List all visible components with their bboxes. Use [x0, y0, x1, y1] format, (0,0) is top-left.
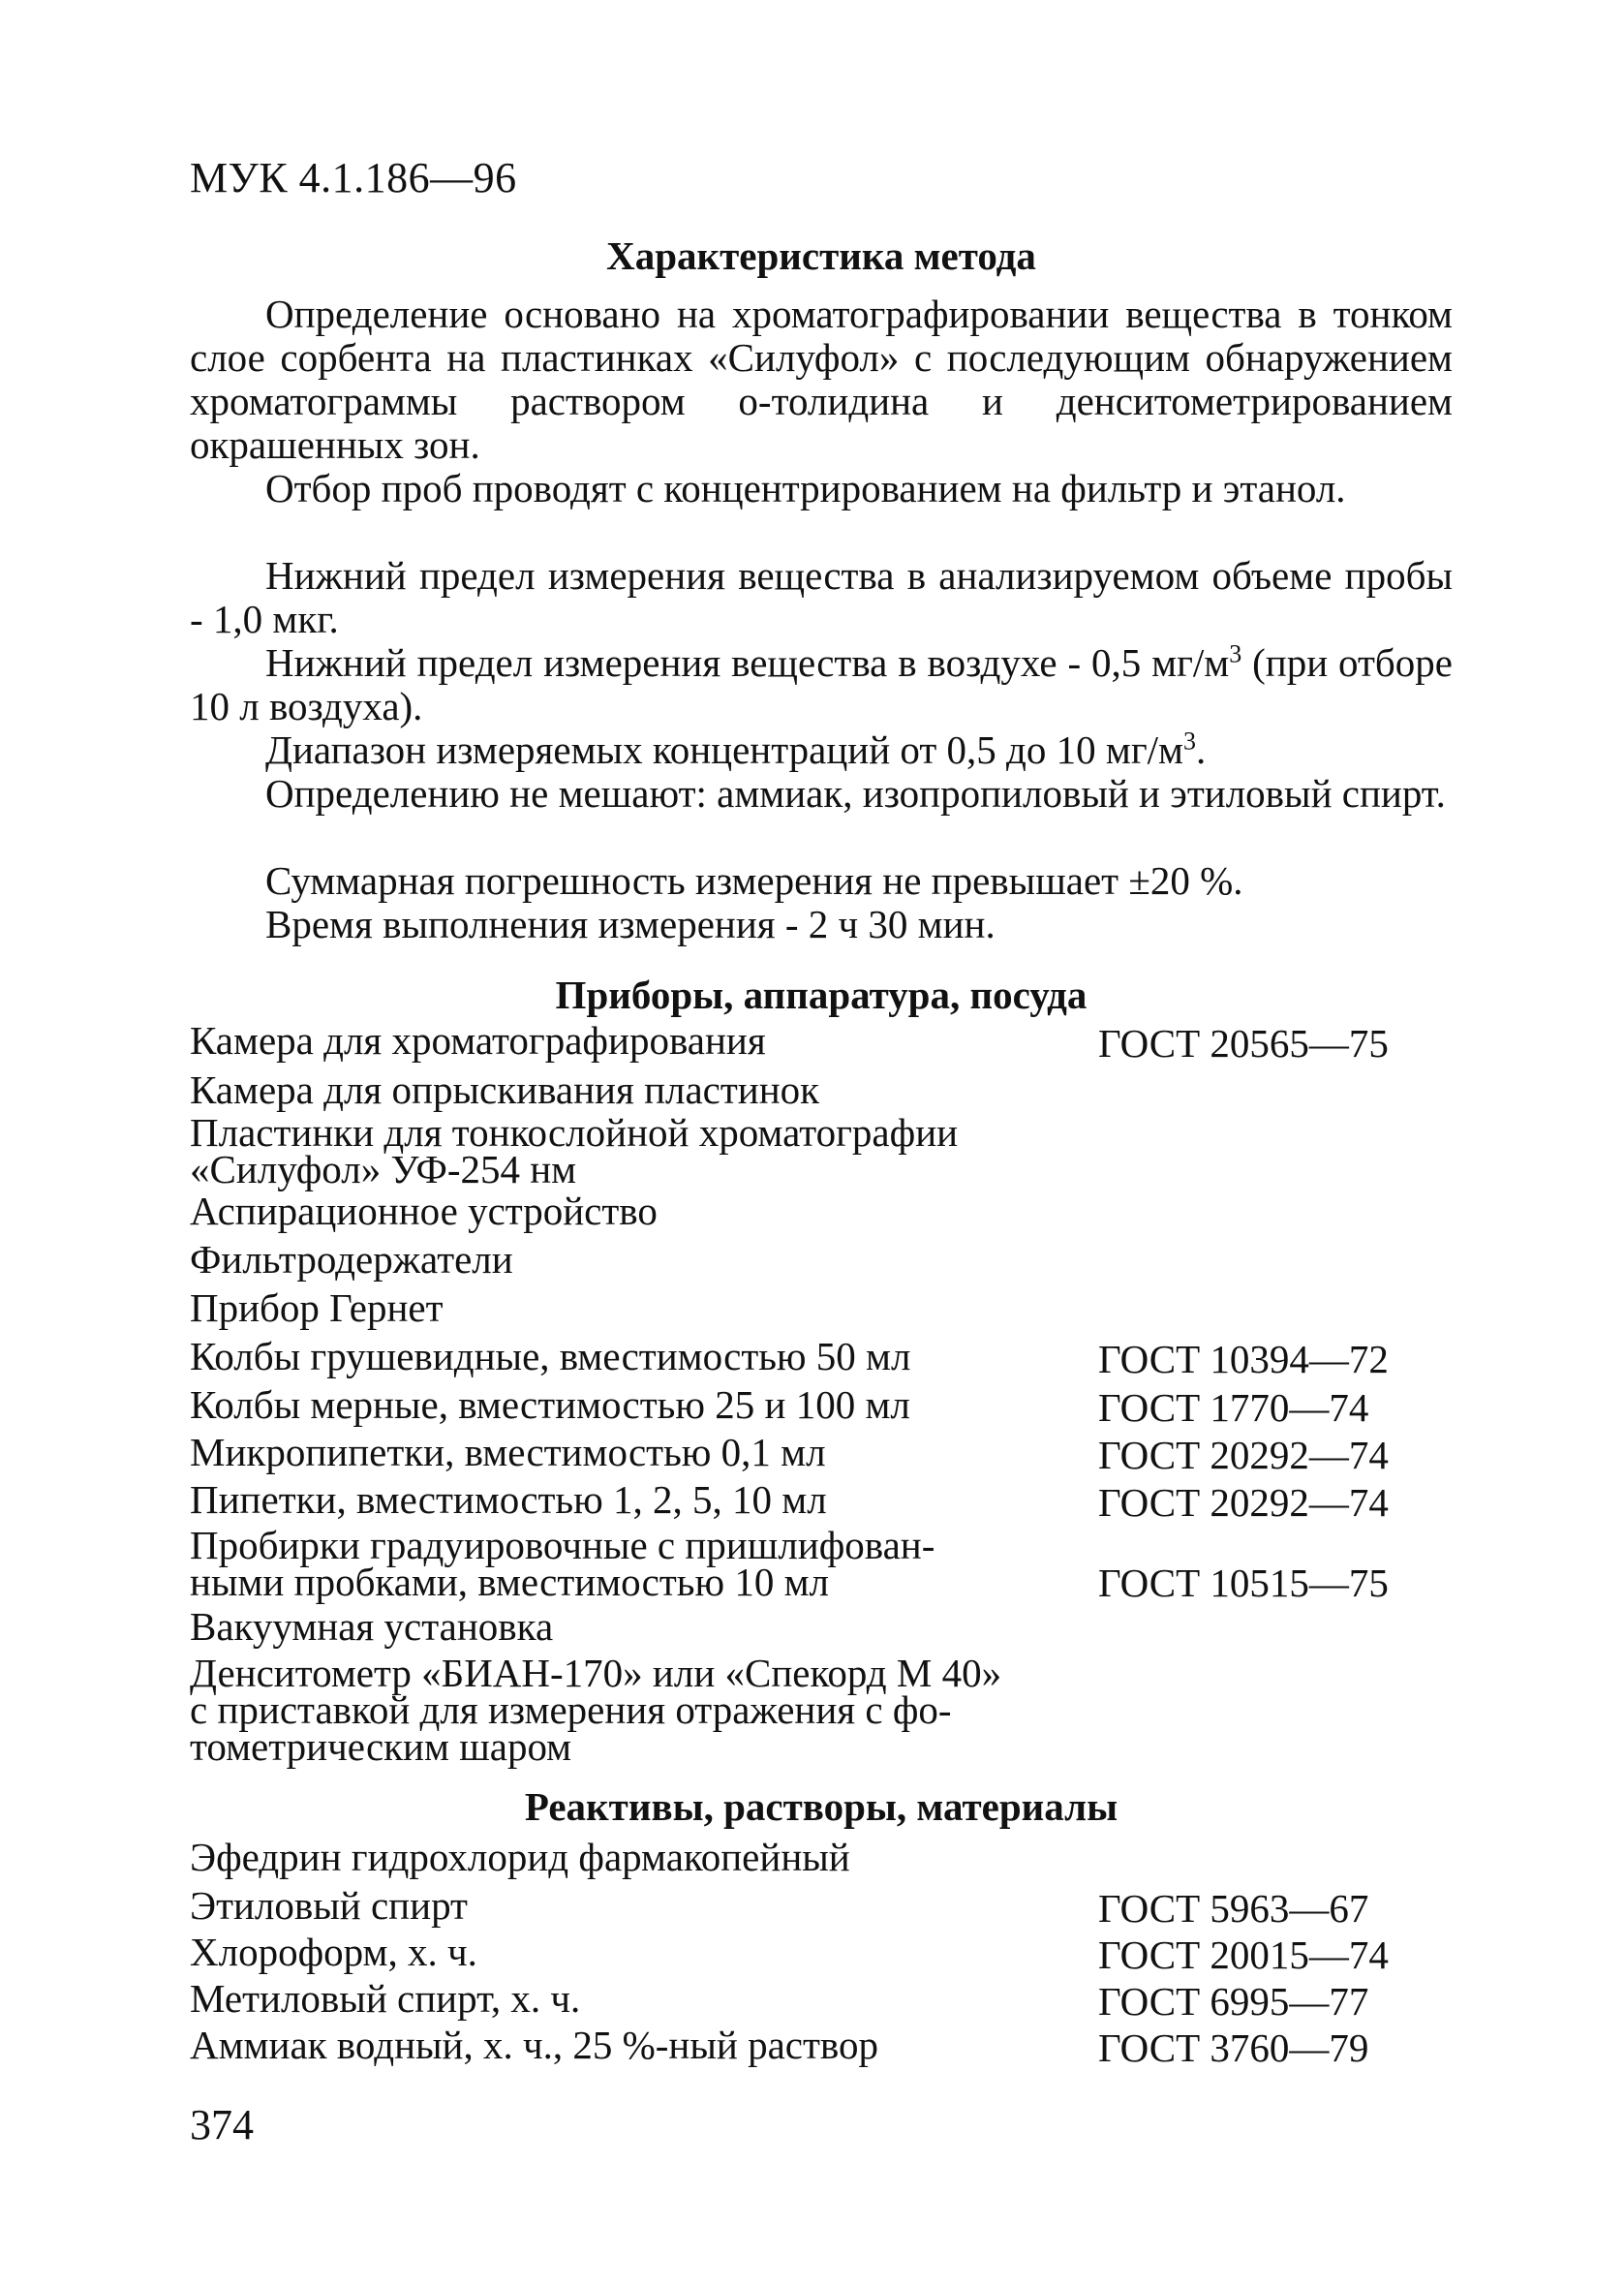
equipment-item: [190, 1651, 1453, 1769]
equipment-name: Фильтродержатели: [190, 1237, 513, 1282]
page-number: 374: [190, 2101, 254, 2149]
equipment-item: [190, 1237, 1453, 1284]
paragraph-lower-limit-air: Нижний предел измерения вещества в воздухе - 0,5 $мг/м^3$ (при отборе 10 л воздуха).: [190, 639, 1453, 728]
paragraph-error: Суммарная погрешность измерения не превышает ±20 %.: [265, 858, 1243, 903]
equipment-name: Пластинки для тонкослойной хроматографии «Силуфол» УФ-254 нм: [190, 1110, 959, 1191]
reagent-item: [190, 1835, 1453, 1882]
equipment-standard: ГОСТ 10515—75: [1098, 1561, 1389, 1605]
equipment-item: [190, 1285, 1453, 1333]
reagent-name: Хлороформ, х. ч.: [190, 1930, 477, 1974]
equipment-item: [190, 1477, 1453, 1525]
paragraph-duration: Время выполнения измерения - 2 ч 30 мин.: [265, 902, 996, 946]
equipment-standard: ГОСТ 20565—75: [1098, 1021, 1389, 1066]
paragraph-method-principle: Определение основано на хроматографировании вещества в тонком слое сорбента на пластинках «Силуфол» с последующим обнаружением хроматограммы раствором о-толидина и денситометрированием окрашенных зон.: [190, 292, 1453, 467]
reagent-name: Эфедрин гидрохлорид фармакопейный: [190, 1835, 850, 1879]
reagent-name: Метиловый спирт, х. ч.: [190, 1976, 581, 2021]
paragraph-lower-limit-sample: Нижний предел измерения вещества в анализируемом объеме пробы - 1,0 мкг.: [190, 553, 1453, 641]
equipment-name: Камера для хроматографирования: [190, 1018, 766, 1063]
equipment-item: [190, 1334, 1453, 1381]
equipment-item: [190, 1110, 1453, 1191]
equipment-item: [190, 1382, 1453, 1430]
reagent-standard: ГОСТ 20015—74: [1098, 1932, 1389, 1977]
reagent-name: Аммиак водный, х. ч., 25 %-ный раствор: [190, 2023, 878, 2067]
equipment-name: Микропипетки, вместимостью 0,1 мл: [190, 1430, 826, 1474]
section-heading-method: Характеристика метода: [606, 233, 1036, 278]
equipment-standard: ГОСТ 20292—74: [1098, 1480, 1389, 1525]
section-heading-reagents: Реактивы, растворы, материалы: [524, 1784, 1118, 1829]
reagent-standard: ГОСТ 3760—79: [1098, 2025, 1369, 2070]
equipment-name: Колбы грушевидные, вместимостью 50 мл: [190, 1334, 911, 1378]
equipment-name: Пробирки градуировочные с пришлифован- ными пробками, вместимостью 10 мл: [190, 1523, 935, 1604]
equipment-name: Пипетки, вместимостью 1, 2, 5, 10 мл: [190, 1477, 827, 1522]
equipment-name: Аспирационное устройство: [190, 1189, 658, 1233]
equipment-item: [190, 1018, 1453, 1066]
equipment-item: [190, 1430, 1453, 1477]
equipment-name: Колбы мерные, вместимостью 25 и 100 мл: [190, 1382, 910, 1427]
equipment-item: [190, 1067, 1453, 1115]
equipment-name: Денситометр «БИАН-170» или «Спекорд М 40» с приставкой для измерения отражения с фо- тометрическим шаром: [190, 1651, 1002, 1769]
equipment-standard: ГОСТ 10394—72: [1098, 1337, 1389, 1381]
equipment-name: Прибор Гернет: [190, 1285, 444, 1330]
equipment-item: [190, 1523, 1453, 1605]
reagent-item: [190, 1883, 1453, 1931]
equipment-standard: ГОСТ 20292—74: [1098, 1433, 1389, 1477]
reagent-name: Этиловый спирт: [190, 1883, 468, 1928]
equipment-item: [190, 1189, 1453, 1236]
equipment-standard: ГОСТ 1770—74: [1098, 1385, 1369, 1430]
paragraph-interference: Определению не мешают: аммиак, изопропиловый и этиловый спирт.: [265, 771, 1446, 816]
equipment-name: Камера для опрыскивания пластинок: [190, 1067, 820, 1112]
document-code: МУК 4.1.186—96: [190, 154, 517, 201]
section-heading-equipment: Приборы, аппаратура, посуда: [555, 973, 1088, 1017]
reagent-item: [190, 1976, 1453, 2024]
equipment-item: [190, 1604, 1453, 1652]
reagent-standard: ГОСТ 6995—77: [1098, 1979, 1369, 2024]
reagent-standard: ГОСТ 5963—67: [1098, 1886, 1369, 1931]
paragraph-sampling: Отбор проб проводят с концентрированием на фильтр и этанол.: [265, 466, 1346, 510]
paragraph-range: Диапазон измеряемых концентраций от 0,5 до 10 $мг/м^3$.: [265, 727, 1207, 772]
reagent-item: [190, 2023, 1453, 2070]
reagent-item: [190, 1930, 1453, 1977]
equipment-name: Вакуумная установка: [190, 1604, 554, 1649]
